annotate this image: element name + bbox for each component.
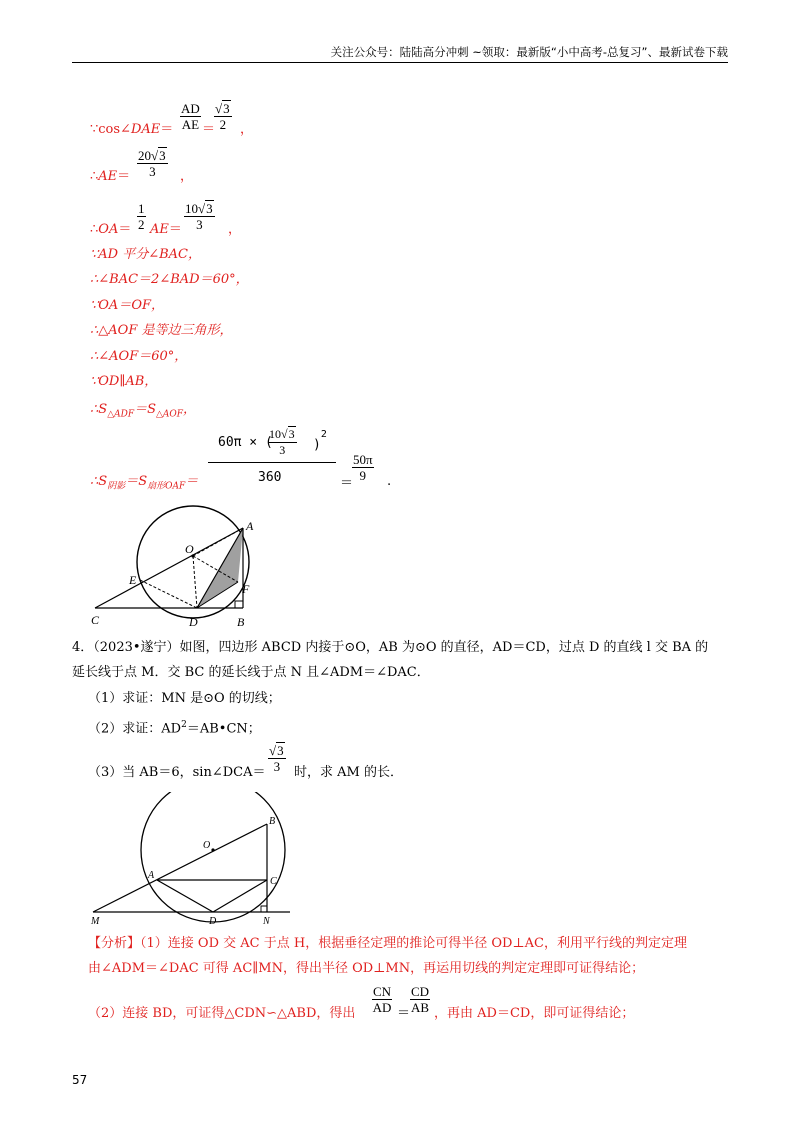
step-angle-aof: ∴∠AOF＝60°， [90,349,188,364]
question-2: （2）求证：$AD^2=AB•CN$； [88,720,261,737]
figure-circle-sector [85,490,265,630]
comma: ， [240,122,254,137]
fraction-sqrt3-2: $\frac{√3}{2}$ [215,101,230,132]
equals-sign: ＝ [202,122,216,137]
page-number: 57 [72,1073,88,1087]
step-area-equal: $\therefore S_{\triangle ADF}=S_{\triangle AOF}$， [90,402,197,420]
analysis-line-3: （2）连接 BD，可证得△CDN∽△ABD，得出 [88,1006,356,1021]
fraction-cd-ab: $\frac{CD}{AB}$ [411,984,430,1015]
label: C [270,876,277,887]
period: . [387,474,392,489]
label: E [129,573,137,587]
label: D [209,916,217,927]
fraction-10sqrt3-3: $\frac{10√3}{3}$ [185,201,213,232]
label: O [185,542,194,556]
page-header: 关注公众号：陆陆高分冲刺 ~领取：最新版“小中高考-总复习”、最新试卷下载 [72,44,728,63]
step-angle-bac: ∴∠BAC＝2∠BAD＝60°， [90,272,249,287]
label: O [203,840,211,851]
equals-sign: ＝ [397,1006,411,1021]
step-bisector: ∵AD 平分∠BAC， [90,247,201,262]
fraction-cn-ad: $\frac{CN}{AD}$ [372,984,392,1015]
step-parallel: ∵OD∥AB， [90,374,158,389]
fraction-half: $\frac{1}{2}$ [138,201,145,232]
label: M [91,916,100,927]
figure-inscribed-quadrilateral [85,792,295,927]
shaded-area-line: $\therefore S_{阴影}=S_{扇形OAF}=$ [90,474,199,492]
label: N [263,916,270,927]
label: F [242,582,250,596]
big-fraction-numerator: 60π × ( [218,435,273,450]
comma: ， [180,169,194,184]
fraction-50pi-9: $\frac{50\pi}{9}$ [353,452,373,483]
analysis-line-1: 【分析】（1）连接 OD 交 AC 于点 H，根据垂径定理的推论可得半径 OD⊥AC，利用平行线的判定定理 [88,936,687,951]
oa-ae: AE＝ [150,222,182,237]
big-fraction-close: )$^2$ [313,429,327,453]
big-fraction-denominator: 360 [258,470,282,485]
big-fraction-bar [208,462,336,463]
step-equilateral: ∴△AOF 是等边三角形， [90,323,233,338]
fraction-10sqrt3-3-inner: $\frac{10√3}{3}$ [269,427,295,457]
analysis-line-3-tail: ，再由 AD＝CD，即可证得结论； [434,1006,635,1021]
comma: ， [228,222,242,237]
oa-line: ∴OA＝ [90,222,132,237]
label: A [246,519,254,533]
label: A [148,870,155,881]
fraction-sqrt3-3: $\frac{√3}{3}$ [269,743,284,774]
ae-line: ∴AE＝ [90,169,131,184]
question-3: （3）当 AB＝6，sin∠DCA＝ [88,765,266,780]
step-oa-of: ∵OA＝OF， [90,298,164,313]
equals-sign: ＝ [340,476,354,491]
analysis-line-2: 由∠ADM＝∠DAC 可得 AC∥MN，得出半径 OD⊥MN，再运用切线的判定定理即可证得结论； [88,961,645,976]
question-1: （1）求证：MN 是⊙O 的切线； [88,691,281,706]
label: B [269,816,276,827]
label: D [189,615,198,629]
problem-text: 4．（2023•遂宁）如图，四边形 ABCD 内接于⊙O，AB 为⊙O 的直径，AD＝CD，过点 D 的直线 l 交 BA 的 [72,640,709,655]
question-3-tail: 时，求 AM 的长． [294,765,403,780]
label: C [91,613,100,627]
fraction-20sqrt3-3: $\frac{20√3}{3}$ [138,148,166,179]
fraction-ad-ae: $\frac{AD}{AE}$ [181,101,200,132]
cos-line: ∵cos∠DAE＝ [90,122,174,137]
problem-text-line2: 延长线于点 M．交 BC 的延长线于点 N 且∠ADM＝∠DAC． [72,665,430,680]
label: B [237,615,245,629]
